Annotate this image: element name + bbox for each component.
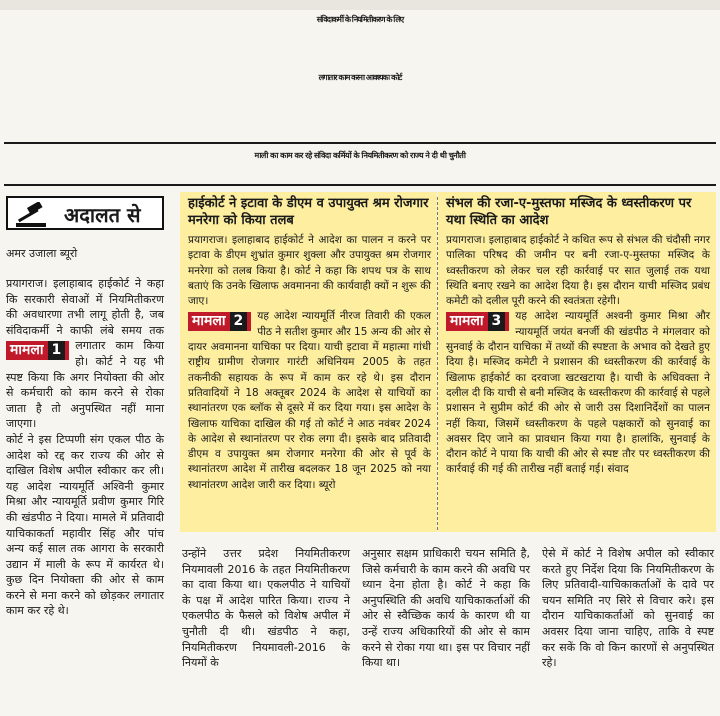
case-2-text-2: यह आदेश न्यायमूर्ति नीरज तिवारी की एकल पीठ ने सतीश कुमार और 15 अन्य की ओर से दायर अवमानना याचिका पर दिया। याची इटावा में महात्मा गांधी राष्ट्रीय ग्रामीण रोजगार गारंटी अधिनियम 2005 के तहत तकनीकी सहायक के रूप में काम कर रहे थे। इस दौरान प्रतिवादियों ने 18 अक्तूबर 2024 के आदेश से याचियों का स्थानांतरण एक ब्लॉक से दूसरे में कर दिया गया। इस आदेश के खिलाफ याचिका दाखिल की गई तो कोर्ट ने आठ नवंबर 2024 के आदेश से स्थानांतरण पर रोक लगा दी। इसके बाद प्रतिवादी डीएम व उपायुक्त श्रम रोजगार मनरेगा की ओर से पूर्व के स्थानांतरण आदेश में तारीख बदलकर 18 जून 2025 को नया स्थानांतरण आदेश जारी कर दिया। ब्यूरो <box>188 310 431 491</box>
case-3-body <box>438 233 716 478</box>
case-3-heading: संभल की रजा-ए-मुस्तफा मस्जिद के ध्वस्तीकरण पर यथा स्थिति का आदेश <box>446 196 692 228</box>
bottom-column-2: अनुसार सक्षम प्राधिकारी चयन समिति है, जिसे कर्मचारी के काम करने की अवधि पर ध्यान देना होता है। कोर्ट ने कहा कि अनुपस्थिति की अवधि याचिकाकर्ताओं की ओर से स्वैच्छिक कार्य के कारण थी या उन्हें राज्य अधिकारियों की ओर से काम करने से रोका गया था। इस पर विचार नहीं किया था। <box>362 547 530 670</box>
logo-text: अदालत से <box>64 203 141 227</box>
subheadline: माली का काम कर रहे संविदा कर्मियों के नियमितीकरण को राज्य ने दी थी चुनौती <box>254 151 466 160</box>
case-label: मामला <box>192 313 226 330</box>
top-strip <box>0 0 720 10</box>
left-text-2: समय तक लगातार काम किया हो। कोर्ट ने यह भी स्पष्ट किया कि अगर नियोक्ता की ओर से कर्मचारी को काम करने से रोका जाता है तो अनुपस्थित नहीं माना जाएगा। <box>6 323 165 431</box>
case-number: 2 <box>230 312 248 331</box>
case-box-3 <box>438 192 716 532</box>
case-label: मामला <box>450 313 484 330</box>
case-3-text-1: प्रयागराज। इलाहाबाद हाईकोर्ट ने कथित रूप से संभल की चंदौसी नगर पालिका परिषद की जमीन पर बनी रजा-ए-मुस्तफा मस्जिद के ध्वस्तीकरण को लेकर चल रही कार्रवाई पर सात जुलाई तक यथा स्थिति बनाए रखने का आदेश दिया है। इस दौरान याची मस्जिद प्रबंध कमेटी को दलील पूरी करने की स्वतंत्रता रहेगी। <box>446 234 710 308</box>
case-2-heading: हाईकोर्ट ने इटावा के डीएम व उपायुक्त श्रम रोजगार मनरेगा को किया तलब <box>188 196 429 228</box>
case-number: 1 <box>48 341 66 360</box>
case-box-2 <box>180 192 437 532</box>
column-logo <box>6 196 164 230</box>
case-2-text-1: प्रयागराज। इलाहाबाद हाईकोर्ट ने आदेश का पालन न करने पर इटावा के डीएम शुभ्रांत कुमार शुक्ला और उपायुक्त श्रम रोजगार मनरेगा को तलब किया है। कोर्ट ने कहा कि शपथ पत्र के साथ बताएं कि उनके खिलाफ अवमानना की कार्यवाही क्यों न शुरू की जाए। <box>188 234 431 308</box>
headline-line-2: लगातार काम करना आवश्यकः कोर्ट <box>318 73 402 82</box>
case-label: मामला <box>10 342 44 359</box>
byline: अमर उजाला ब्यूरो <box>6 247 78 260</box>
case-number: 3 <box>488 312 506 331</box>
bottom-column-3: ऐसे में कोर्ट ने विशेष अपील को स्वीकार करते हुए निर्देश दिया कि नियमितीकरण के लिए प्रतिवादी-याचिकाकर्ताओं के दावे पर चयन समिति नए सिरे से विचार करे। इस दौरान याचिकाकर्ताओं को सुनवाई का अवसर दिया जाना चाहिए, ताकि वे स्पष्ट कर सकें कि वो किन कारणों से अनुपस्थित रहे। <box>542 547 714 670</box>
case-badge-3 <box>446 312 509 331</box>
case-badge-1 <box>6 341 69 360</box>
case-badge-2 <box>188 312 251 331</box>
divider <box>4 142 716 144</box>
divider <box>4 184 716 186</box>
left-column <box>6 276 164 619</box>
case-3-text-2: यह आदेश न्यायमूर्ति अश्वनी कुमार मिश्रा और न्यायमूर्ति जयंत बनर्जी की खंडपीठ ने मंगलवार को सुनवाई के दौरान याचिका में तथ्यों की स्पष्टता के अभाव को देखते हुए दिया है। मस्जिद कमेटी ने प्रशासन की ध्वस्तीकरण की कार्रवाई के खिलाफ हाईकोर्ट का दरवाजा खटखटाया है। याची के अधिवक्ता ने दलील दी कि याची से बनी मस्जिद के ध्वस्तीकरण की कार्रवाई से पहले प्रशासन ने सुप्रीम कोर्ट की ओर से जारी उस दिशानिर्देशों का पालन नहीं किया, जिसमें ध्वस्तीकरण के पहले पक्षकारों को सुनवाई का अवसर दिए जाने का प्रावधान किया गया है। हालांकि, सुनवाई के दौरान कोर्ट ने पाया कि याची की ओर से स्पष्ट तौर पर ध्वस्तीकरण की कार्रवाई की गई की तारीख नहीं बताई गई। संवाद <box>446 310 710 476</box>
left-text-1: प्रयागराज। इलाहाबाद हाईकोर्ट ने कहा कि सरकारी सेवाओं में नियमितीकरण की अवधारणा तभी लागू होती है, जब संविदाकर्मी ने काफी लंबे <box>6 277 164 337</box>
case-2-body <box>180 233 437 493</box>
headline-line-1: संविदाकर्मी के नियमितीकरण के लिए <box>316 15 404 24</box>
gavel-icon <box>14 202 52 228</box>
left-text-3: कोर्ट ने इस टिप्पणी संग एकल पीठ के आदेश को रद्द कर राज्य की ओर से दाखिल विशेष अपील स्वीकार कर ली। यह आदेश न्यायमूर्ति अश्विनी कुमार मिश्रा और न्यायमूर्ति प्रवीण कुमार गिरि की खंडपीठ ने दिया। मामले में प्रतिवादी याचिकाकर्ता महावीर सिंह और पांच अन्य कई साल तक आगरा के सरकारी उद्यान में माली के रूप में कार्यरत थे। कुछ दिन नियोक्ता की ओर से काम करने से मना करने को छोड़कर लगातार काम कर रहे थे। <box>6 432 164 618</box>
bottom-column-1: उन्होंने उत्तर प्रदेश नियमितीकरण नियमावली 2016 के तहत नियमितीकरण का दावा किया था। एकलपीठ ने याचियों के पक्ष में आदेश पारित किया। राज्य ने एकलपीठ के फैसले को विशेष अपील में चुनौती दी थी। खंडपीठ ने कहा, नियमितीकरण नियमावली-2016 के नियमों के <box>182 547 350 670</box>
